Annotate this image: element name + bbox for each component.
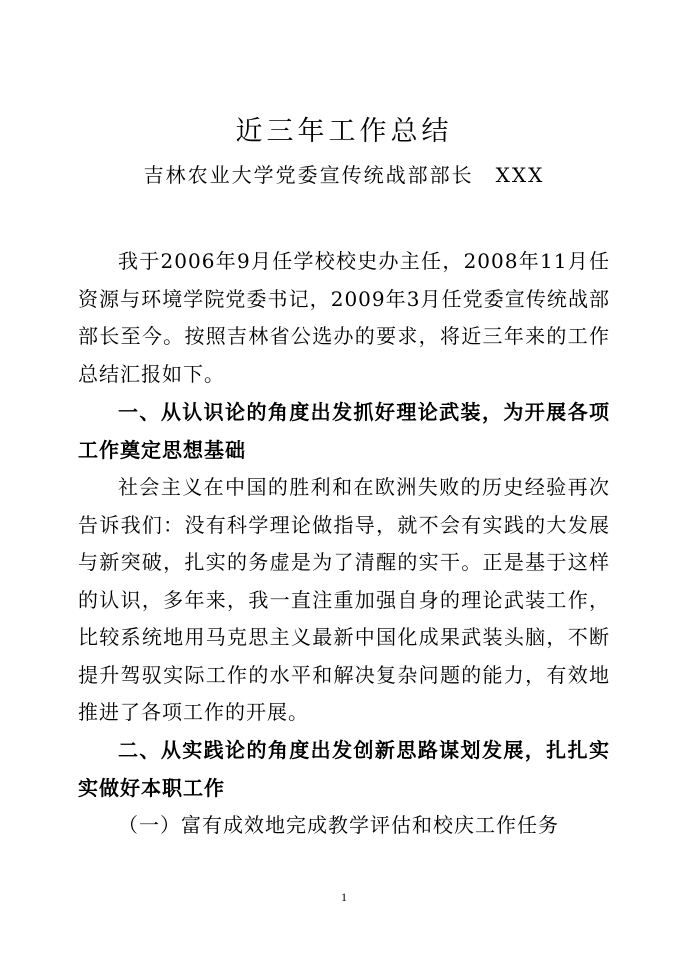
page-number: 1 xyxy=(341,890,347,904)
section-body-1: 社会主义在中国的胜利和在欧洲失败的历史经验再次告诉我们：没有科学理论做指导，就不会有实践的大发展与新突破，扎实的务虚是为了清醒的实干。正是基于这样的认识，多年来，我一直注重加强自身的理论武装工作，比较系统地用马克思主义最新中国化成果武装头脑，不断提升驾驭实际工作的水平和解决复杂问题的能力，有效地推进了各项工作的开展。 xyxy=(78,475,610,724)
document-title: 近三年工作总结 xyxy=(235,116,453,147)
section-heading-1: 一、从认识论的角度出发抓好理论武装，为开展各项工作奠定思想基础 xyxy=(78,400,610,462)
section-heading-2: 二、从实践论的角度出发创新思路谋划发展，扎扎实实做好本职工作 xyxy=(78,738,610,800)
subsection-heading-1: （一）富有成效地完成教学评估和校庆工作任务 xyxy=(118,813,559,837)
document-subtitle: 吉林农业大学党委宣传统战部部长 XXX xyxy=(143,163,545,187)
intro-paragraph: 我于2006年9月任学校校史办主任，2008年11月任资源与环境学院党委书记，2009年3月任党委宣传统战部部长至今。按照吉林省公选办的要求，将近三年来的工作总结汇报如下。 xyxy=(78,249,610,386)
